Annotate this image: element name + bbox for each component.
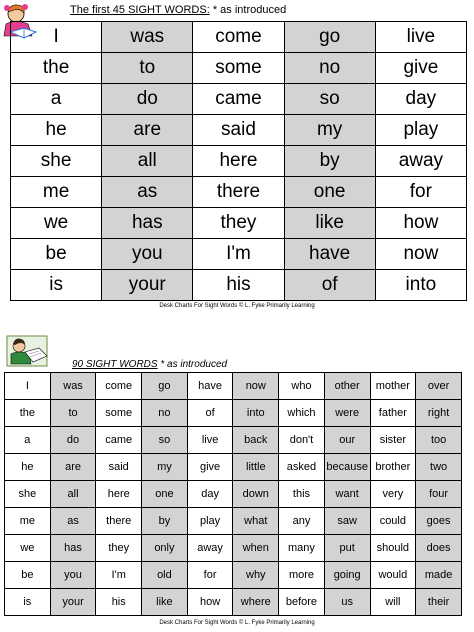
table-row [5,427,462,454]
word-cell: give [187,454,233,481]
word-cell: could [370,508,416,535]
word-cell: will [370,589,416,616]
word-cell: now [375,239,466,270]
word-cell: no [142,400,188,427]
word-cell: going [324,562,370,589]
word-cell: what [233,508,279,535]
word-cell: old [142,562,188,589]
word-cell: your [50,589,96,616]
word-cell: other [324,373,370,400]
word-cell: some [96,400,142,427]
word-cell: there [193,177,284,208]
word-cell: when [233,535,279,562]
word-cell: she [5,481,51,508]
table-row [5,400,462,427]
sight-words-90-table [4,372,462,616]
word-cell: is [5,589,51,616]
word-cell: more [279,562,325,589]
word-cell: their [416,589,462,616]
word-cell: day [375,84,466,115]
word-cell: came [193,84,284,115]
word-cell: to [102,53,193,84]
word-cell: were [324,400,370,427]
word-cell: does [416,535,462,562]
word-cell: back [233,427,279,454]
chart1-title-rest: * as introduced [209,4,287,16]
word-cell: this [279,481,325,508]
word-cell: over [416,373,462,400]
table-row [11,84,467,115]
child-reading-book-icon [5,332,53,370]
word-cell: away [375,146,466,177]
word-cell: do [102,84,193,115]
word-cell: there [96,508,142,535]
word-cell: he [11,115,102,146]
word-cell: I'm [193,239,284,270]
word-cell: I [5,373,51,400]
word-cell: the [5,400,51,427]
word-cell: into [375,270,466,301]
word-cell: my [142,454,188,481]
word-cell: she [11,146,102,177]
table-row [5,373,462,400]
chart2-title-underlined: 90 SIGHT WORDS [72,359,158,370]
word-cell: by [284,146,375,177]
word-cell: who [279,373,325,400]
word-cell: as [50,508,96,535]
word-cell: of [187,400,233,427]
word-cell: so [284,84,375,115]
word-cell: before [279,589,325,616]
word-cell: don't [279,427,325,454]
word-cell: so [142,427,188,454]
word-cell: was [50,373,96,400]
word-cell: play [375,115,466,146]
word-cell: father [370,400,416,427]
word-cell: why [233,562,279,589]
word-cell: one [284,177,375,208]
word-cell: mother [370,373,416,400]
word-cell: of [284,270,375,301]
word-cell: made [416,562,462,589]
word-cell: do [50,427,96,454]
word-cell: very [370,481,416,508]
word-cell: which [279,400,325,427]
word-cell: said [193,115,284,146]
word-cell: for [375,177,466,208]
word-cell: has [102,208,193,239]
word-cell: many [279,535,325,562]
word-cell: be [11,239,102,270]
word-cell: all [102,146,193,177]
table-row [11,146,467,177]
word-cell: two [416,454,462,481]
table-row [5,454,462,481]
word-cell: now [233,373,279,400]
table-row [11,53,467,84]
word-cell: into [233,400,279,427]
word-cell: how [187,589,233,616]
word-cell: sister [370,427,416,454]
word-cell: some [193,53,284,84]
table-row [11,270,467,301]
word-cell: any [279,508,325,535]
word-cell: too [416,427,462,454]
word-cell: your [102,270,193,301]
word-cell: was [102,22,193,53]
word-cell: down [233,481,279,508]
word-cell: his [96,589,142,616]
sight-words-45-table [10,21,467,301]
word-cell: because [324,454,370,481]
table-row [5,589,462,616]
word-cell: they [193,208,284,239]
word-cell: our [324,427,370,454]
table-row [5,481,462,508]
word-cell: we [5,535,51,562]
table-row [11,239,467,270]
word-cell: brother [370,454,416,481]
word-cell: should [370,535,416,562]
word-cell: put [324,535,370,562]
word-cell: for [187,562,233,589]
word-cell: I [11,22,102,53]
word-cell: want [324,481,370,508]
word-cell: you [50,562,96,589]
word-cell: how [375,208,466,239]
word-cell: saw [324,508,370,535]
word-cell: as [102,177,193,208]
word-cell: said [96,454,142,481]
word-cell: my [284,115,375,146]
word-cell: by [142,508,188,535]
table-row [11,177,467,208]
chart2-title [72,359,227,370]
table-row [11,115,467,146]
word-cell: us [324,589,370,616]
word-cell: have [187,373,233,400]
word-cell: is [11,270,102,301]
table-row [5,508,462,535]
word-cell: live [187,427,233,454]
word-cell: goes [416,508,462,535]
word-cell: are [50,454,96,481]
word-cell: only [142,535,188,562]
word-cell: one [142,481,188,508]
word-cell: he [5,454,51,481]
word-cell: have [284,239,375,270]
word-cell: day [187,481,233,508]
word-cell: came [96,427,142,454]
word-cell: we [11,208,102,239]
word-cell: come [193,22,284,53]
chart1-title [70,4,286,16]
word-cell: right [416,400,462,427]
table-row [11,22,467,53]
word-cell: live [375,22,466,53]
word-cell: me [11,177,102,208]
table-row [11,208,467,239]
word-cell: go [142,373,188,400]
word-cell: be [5,562,51,589]
word-cell: asked [279,454,325,481]
table-row [5,562,462,589]
word-cell: the [11,53,102,84]
word-cell: they [96,535,142,562]
table-row [5,535,462,562]
word-cell: four [416,481,462,508]
word-cell: are [102,115,193,146]
word-cell: give [375,53,466,84]
chart1-title-underlined: The first 45 SIGHT WORDS: [70,4,210,16]
word-cell: where [233,589,279,616]
word-cell: all [50,481,96,508]
word-cell: I'm [96,562,142,589]
word-cell: go [284,22,375,53]
chart2-title-rest: * as introduced [157,359,228,370]
word-cell: would [370,562,416,589]
word-cell: play [187,508,233,535]
word-cell: like [284,208,375,239]
word-cell: away [187,535,233,562]
word-cell: little [233,454,279,481]
word-cell: no [284,53,375,84]
word-cell: me [5,508,51,535]
word-cell: a [11,84,102,115]
word-cell: has [50,535,96,562]
word-cell: come [96,373,142,400]
word-cell: like [142,589,188,616]
word-cell: here [96,481,142,508]
word-cell: here [193,146,284,177]
word-cell: a [5,427,51,454]
chart1-footer: Desk Charts For Sight Words © L. Fyke Primarily Learning [159,303,315,309]
chart2-footer: Desk Charts For Sight Words © L. Fyke Primarily Learning [159,620,315,626]
word-cell: his [193,270,284,301]
word-cell: to [50,400,96,427]
word-cell: you [102,239,193,270]
